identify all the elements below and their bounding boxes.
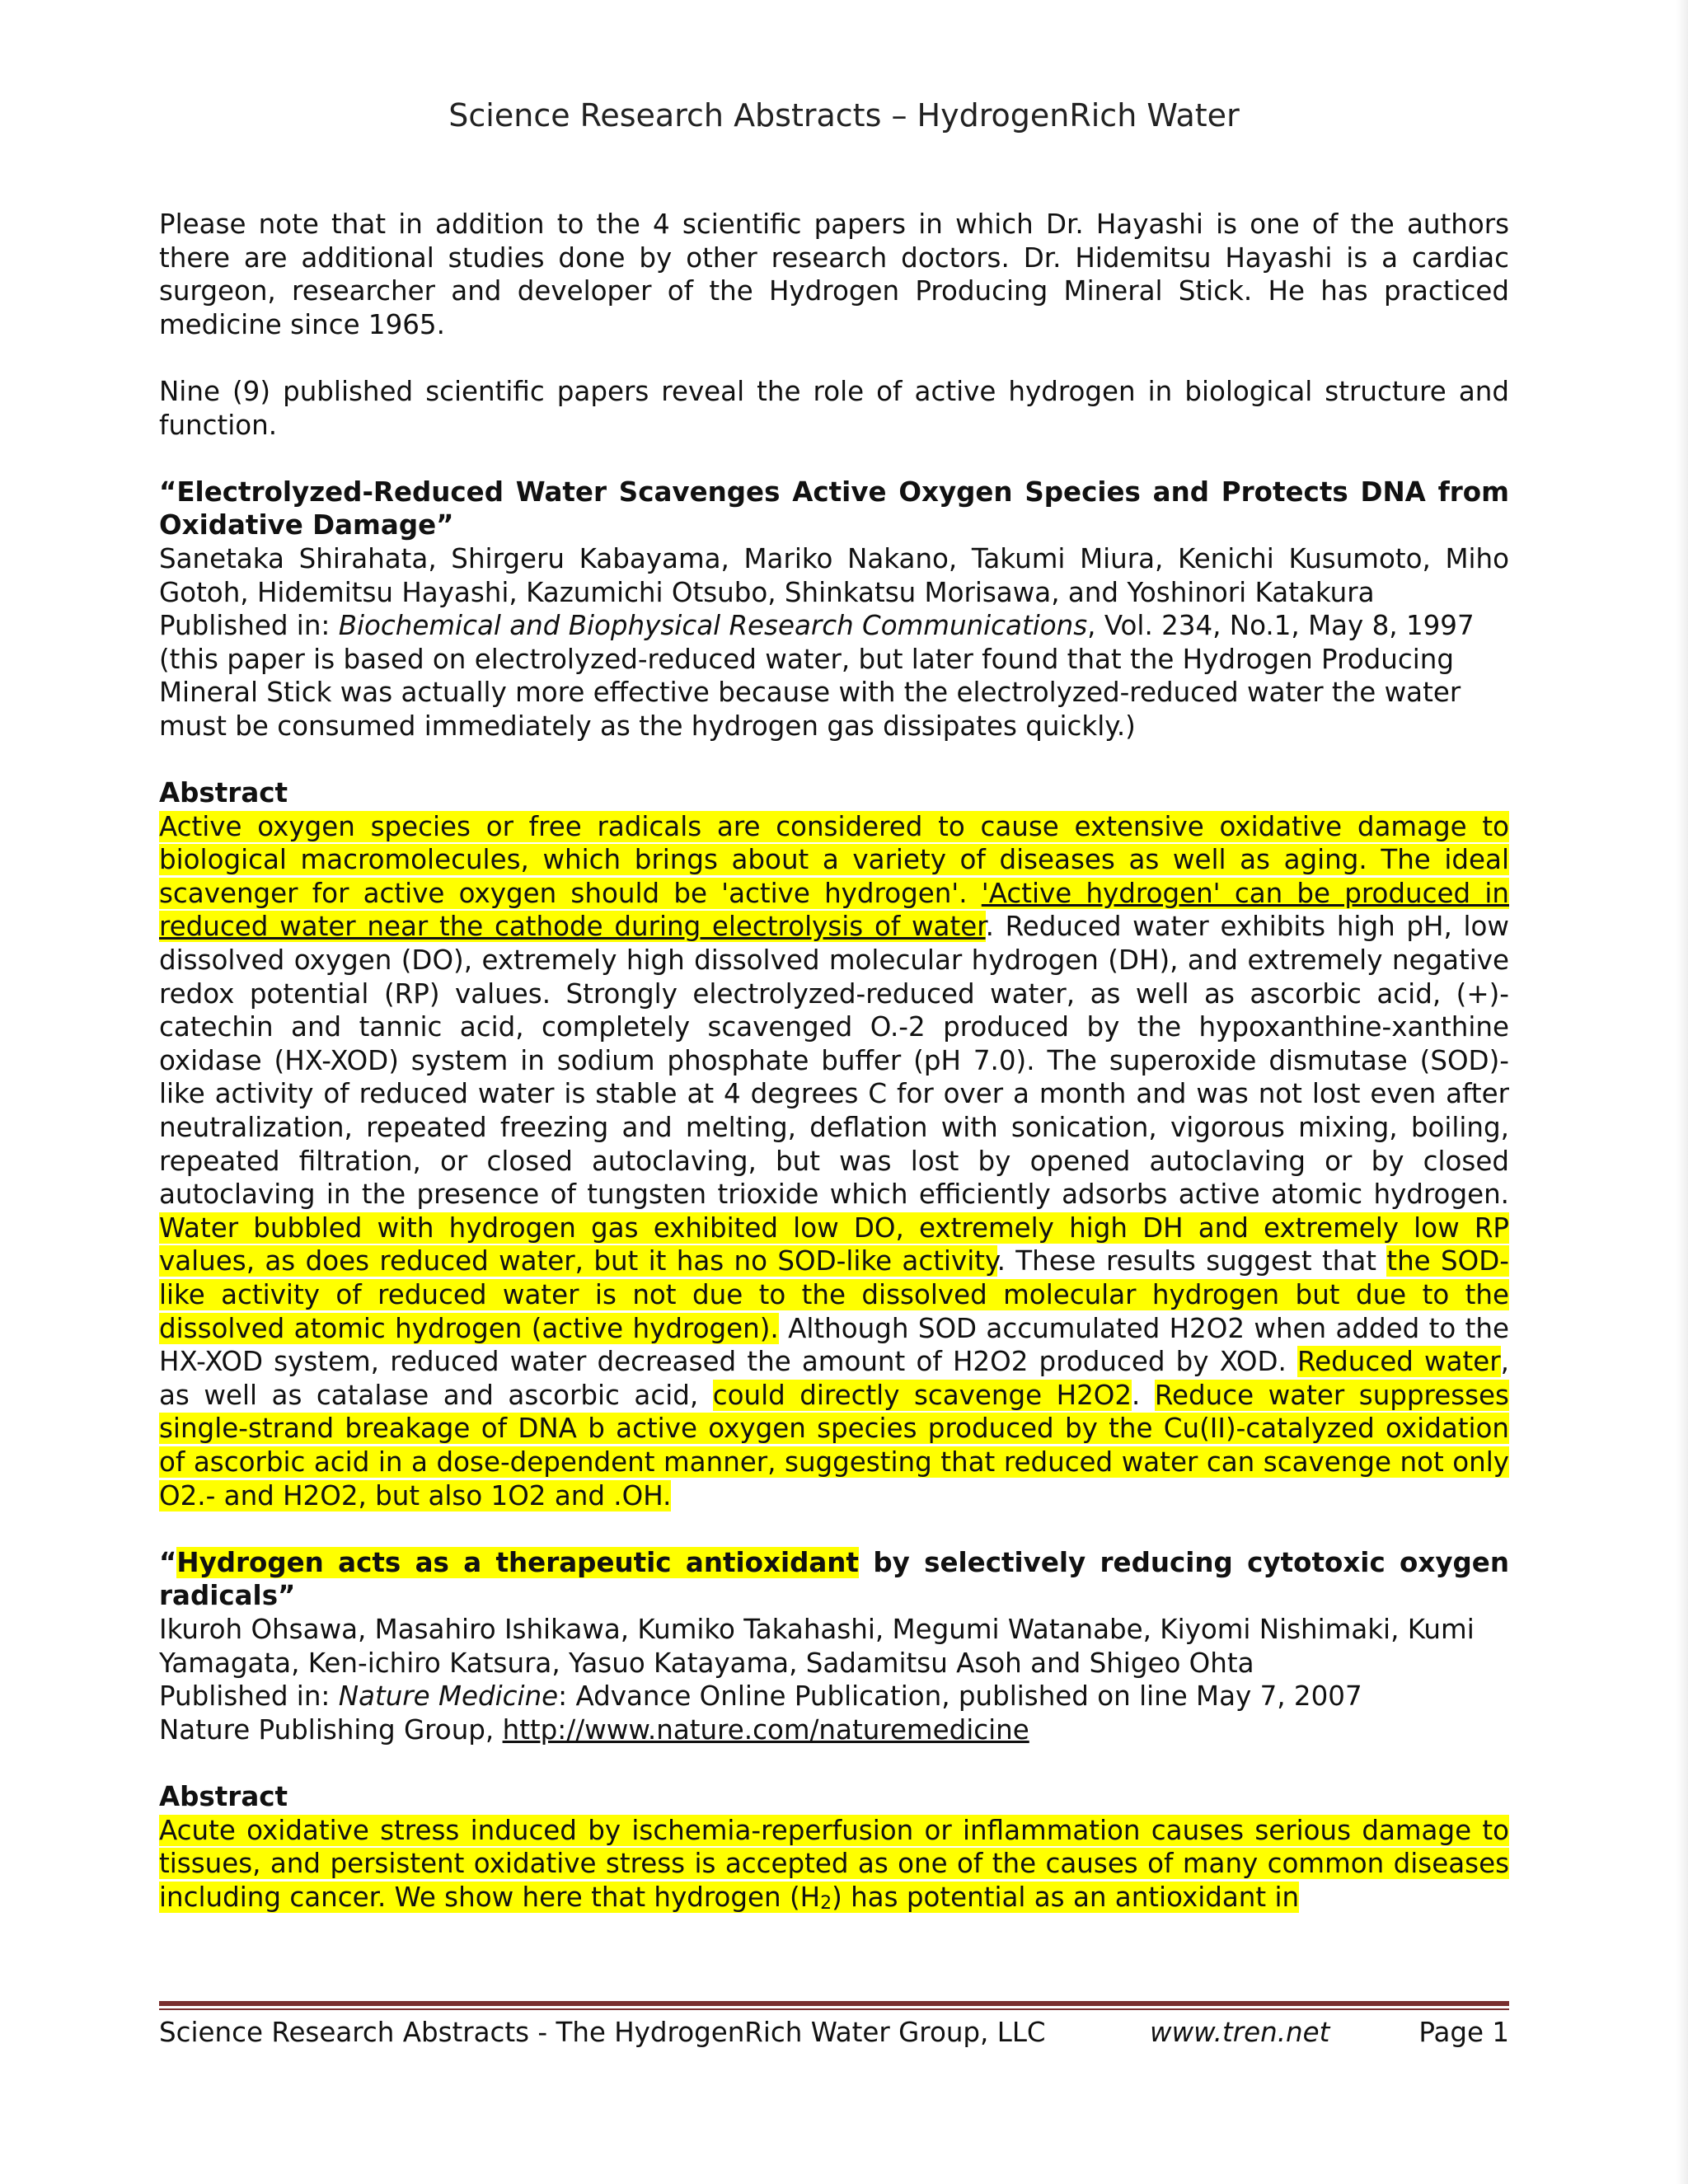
paper-2-abstract xyxy=(159,1814,1509,1919)
intro-paragraph: Please note that in addition to the 4 scientific papers in which Dr. Hayashi is one of the authors there are additional studies done by other research doctors. Dr. Hidemitsu Hayashi is a cardiac surgeon, researcher and developer of the Hydrogen Producing Mineral Stick. He has practiced medicine since 1965. xyxy=(159,209,1509,340)
abstract-heading: Abstract xyxy=(159,1780,288,1812)
title-text: by selectively reducing cytotoxic oxygen radicals” xyxy=(159,1546,1509,1612)
highlighted-title-text: Hydrogen acts as a therapeutic antioxidant xyxy=(176,1546,859,1578)
page-number: Page 1 xyxy=(1418,2017,1509,2048)
footer-label: Science Research Abstracts - The HydrogenRich Water Group, LLC xyxy=(159,2017,1046,2048)
highlighted-underlined-text: 'Active hydrogen' can be produced in reduced water near the cathode during electrolysis of water xyxy=(159,877,1509,943)
abstract-text: , as well as catalase and ascorbic acid, xyxy=(159,1346,1509,1411)
footer-rule-thick xyxy=(159,2001,1509,2006)
intro-paragraph-2: Nine (9) published scientific papers reveal the role of active hydrogen in biological structure and function. xyxy=(159,375,1509,441)
publication-details: : Advance Online Publication, published on line May 7, 2007 xyxy=(558,1680,1362,1713)
highlighted-text: Reduce water suppresses single-strand breakage of DNA b active oxygen species produced by the Cu(II)-catalyzed oxidation of ascorbic acid in a dose-dependent manner, suggesting that reduced water can scavenge not only O2.- and H2O2, but also 1O2 and .OH. xyxy=(159,1379,1509,1511)
paper-2-publisher xyxy=(159,1713,1509,1747)
journal-name: Biochemical and Biophysical Research Communications xyxy=(338,610,1088,642)
abstract-text: . Reduced water exhibits high pH, low dissolved oxygen (DO), extremely high dissolved molecular hydrogen (DH), and extremely negative redox potential (RP) values. Strongly electrolyzed-reduced water, as well as ascorbic acid, (+)-catechin and tannic acid, completely scavenged O.-2 produced by the hypoxanthine-xanthine oxidase (HX-XOD) system in sodium phosphate buffer (pH 7.0). The superoxide dismutase (SOD)-like activity of reduced water is stable at 4 degrees C for over a month and was not lost even after neutralization, repeated freezing and melting, deflation with sonication, vigorous mixing, boiling, repeated filtration, or closed autoclaving, but was lost by opened autoclaving or by closed autoclaving in the presence of tungsten trioxide which efficiently adsorbs active atomic hydrogen. xyxy=(159,911,1509,1211)
footer-website: www.tren.net xyxy=(1150,2017,1330,2048)
highlighted-text: Reduced water xyxy=(1297,1346,1501,1378)
abstract-text: Acute oxidative stress induced by ischemia-reperfusion or inflammation causes serious damage to tissues, and persistent oxidative stress is accepted as one of the causes of many common diseases including cancer. We show here that hydrogen (H xyxy=(159,1814,1509,1913)
abstract-text: . These results suggest that xyxy=(996,1245,1387,1277)
subscript-2: 2 xyxy=(820,1892,832,1914)
highlighted-text: could directly scavenge H2O2 xyxy=(712,1379,1132,1411)
publication-details: , Vol. 234, No.1, May 8, 1997 xyxy=(1087,610,1475,642)
footer-rule-thin xyxy=(159,2008,1509,2010)
page-title: Science Research Abstracts – HydrogenRich Water xyxy=(448,97,1240,134)
paper-1-authors: Sanetaka Shirahata, Shirgeru Kabayama, Mariko Nakano, Takumi Miura, Kenichi Kusumoto, Miho Gotoh, Hidemitsu Hayashi, Kazumichi Otsubo, Shinkatsu Morisawa, and Yoshinori Katakura xyxy=(159,542,1509,608)
abstract-text: . xyxy=(1132,1379,1155,1411)
paper-2-title xyxy=(159,1546,1509,1613)
highlighted-text: Active oxygen species or free radicals are considered to cause extensive oxidative damage to biological macromolecules, which brings about a variety of diseases as well as aging. The ideal scavenger for active oxygen should be 'active hydrogen'. xyxy=(159,810,1509,909)
paper-2-authors: Ikuroh Ohsawa, Masahiro Ishikawa, Kumiko Takahashi, Megumi Watanabe, Kiyomi Nishimaki, Kumi Yamagata, Ken-ichiro Katsura, Yasuo Katayama, Sadamitsu Asoh and Shigeo Ohta xyxy=(159,1613,1475,1679)
paper-2-publication xyxy=(159,1680,1509,1713)
page-edge-shadow xyxy=(1676,0,1688,2184)
journal-name: Nature Medicine xyxy=(338,1680,559,1713)
highlighted-text xyxy=(159,1815,1509,1913)
abstract-text: ) has potential as an antioxidant in xyxy=(832,1881,1300,1913)
nature-medicine-link[interactable]: http://www.nature.com/naturemedicine xyxy=(502,1713,1029,1746)
highlighted-text: the SOD-like activity of reduced water is not due to the dissolved molecular hydrogen but due to the dissolved atomic hydrogen (active hydrogen). xyxy=(159,1245,1509,1344)
paper-1-note: (this paper is based on electrolyzed-reduced water, but later found that the Hydrogen Producing Mineral Stick was actually more effective because with the electrolyzed-reduced water the water must be consumed immediately as the hydrogen gas dissipates quickly.) xyxy=(159,643,1461,742)
published-label: Published in: xyxy=(159,610,339,642)
document-body xyxy=(159,208,1509,1918)
abstract-text: Although SOD accumulated H2O2 when added to the HX-XOD system, reduced water decreased the amount of H2O2 produced by XOD. xyxy=(159,1312,1509,1378)
publisher-name: Nature Publishing Group, xyxy=(159,1713,503,1746)
published-label: Published in: xyxy=(159,1680,339,1713)
title-quote: “ xyxy=(159,1546,177,1578)
abstract-heading: Abstract xyxy=(159,777,288,809)
paper-1-title: “Electrolyzed-Reduced Water Scavenges Active Oxygen Species and Protects DNA from Oxidative Damage” xyxy=(159,476,1509,541)
highlighted-text: Water bubbled with hydrogen gas exhibited low DO, extremely high DH and extremely low RP values, as does reduced water, but it has no SOD-like activity xyxy=(159,1212,1509,1277)
paper-1-publication xyxy=(159,609,1509,643)
paper-1-abstract xyxy=(159,810,1509,1512)
